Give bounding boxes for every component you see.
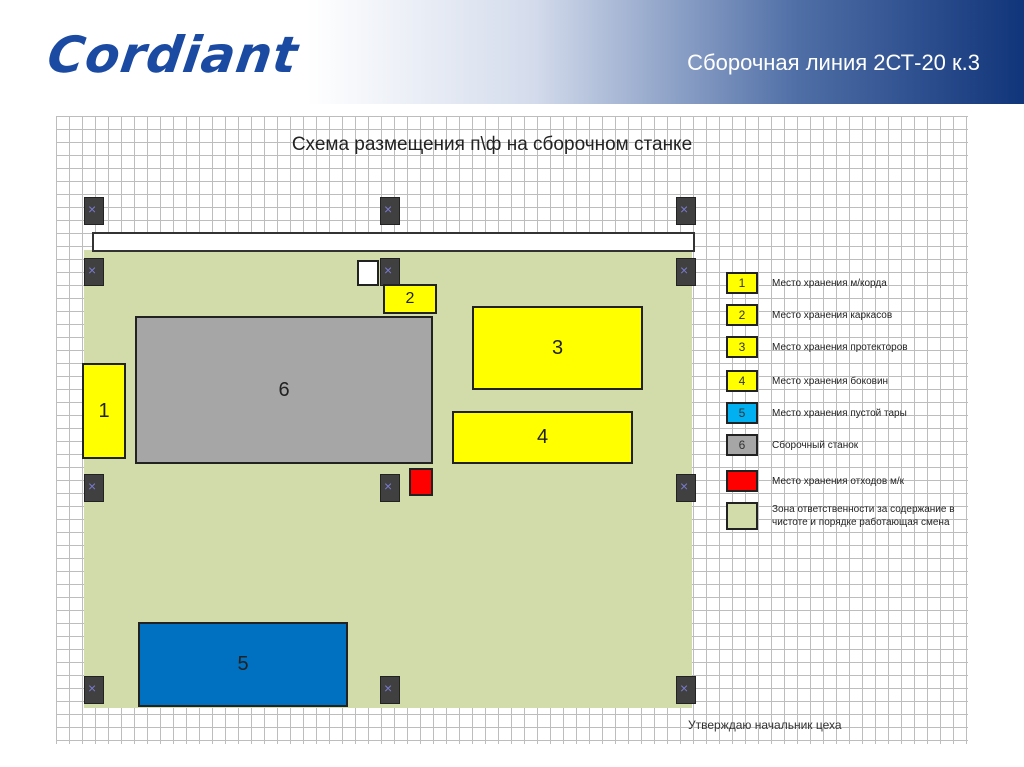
legend-label: Сборочный станок <box>772 439 859 451</box>
legend-item <box>726 272 972 294</box>
legend-label: Место хранения отходов м/к <box>772 475 904 487</box>
legend-swatch: 1 <box>726 272 758 294</box>
legend-swatch: 6 <box>726 434 758 456</box>
column-marker <box>676 258 696 286</box>
zone-5-empty-containers: 5 <box>138 622 348 707</box>
column-marker <box>676 474 696 502</box>
slide-title: Сборочная линия 2СТ-20 к.3 <box>687 50 980 75</box>
legend-swatch: 5 <box>726 402 758 424</box>
legend-item <box>726 336 972 358</box>
column-marker <box>84 258 104 286</box>
waste-storage <box>409 468 433 496</box>
zone-6-assembly-machine: 6 <box>135 316 433 464</box>
legend-swatch: 3 <box>726 336 758 358</box>
legend-label: Место хранения пустой тары <box>772 407 907 419</box>
conveyor-bar <box>92 232 695 252</box>
column-marker <box>380 676 400 704</box>
legend-item <box>726 502 962 530</box>
column-marker <box>84 676 104 704</box>
small-white-box <box>357 260 379 286</box>
column-marker <box>84 474 104 502</box>
zone-4-sidewalls: 4 <box>452 411 633 464</box>
legend-item <box>726 470 972 492</box>
legend-swatch: 4 <box>726 370 758 392</box>
cordiant-logo: Cordiant <box>43 26 302 84</box>
legend-label: Место хранения боковин <box>772 375 889 387</box>
legend-swatch <box>726 470 758 492</box>
column-marker <box>676 197 696 225</box>
legend-swatch: 2 <box>726 304 758 326</box>
legend-swatch <box>726 502 758 530</box>
legend-item <box>726 370 972 392</box>
column-marker <box>84 197 104 225</box>
column-marker <box>676 676 696 704</box>
header-banner <box>0 0 1024 104</box>
legend-label: Место хранения м/корда <box>772 277 887 289</box>
zone-3-treads: 3 <box>472 306 643 390</box>
column-marker <box>380 197 400 225</box>
legend-item <box>726 402 972 424</box>
legend-label: Место хранения протекторов <box>772 341 908 353</box>
approval-note: Утверждаю начальник цеха <box>688 718 842 732</box>
scheme-title: Схема размещения п\ф на сборочном станке <box>291 134 693 155</box>
column-marker <box>380 258 400 286</box>
column-marker <box>380 474 400 502</box>
zone-2-carcass: 2 <box>383 284 437 314</box>
legend-label: Зона ответственности за содержание в чистоте и порядке работающая смена <box>772 504 955 528</box>
legend-label: Место хранения каркасов <box>772 309 893 321</box>
legend-item <box>726 434 972 456</box>
legend-item <box>726 304 972 326</box>
zone-1-mcord: 1 <box>82 363 126 459</box>
